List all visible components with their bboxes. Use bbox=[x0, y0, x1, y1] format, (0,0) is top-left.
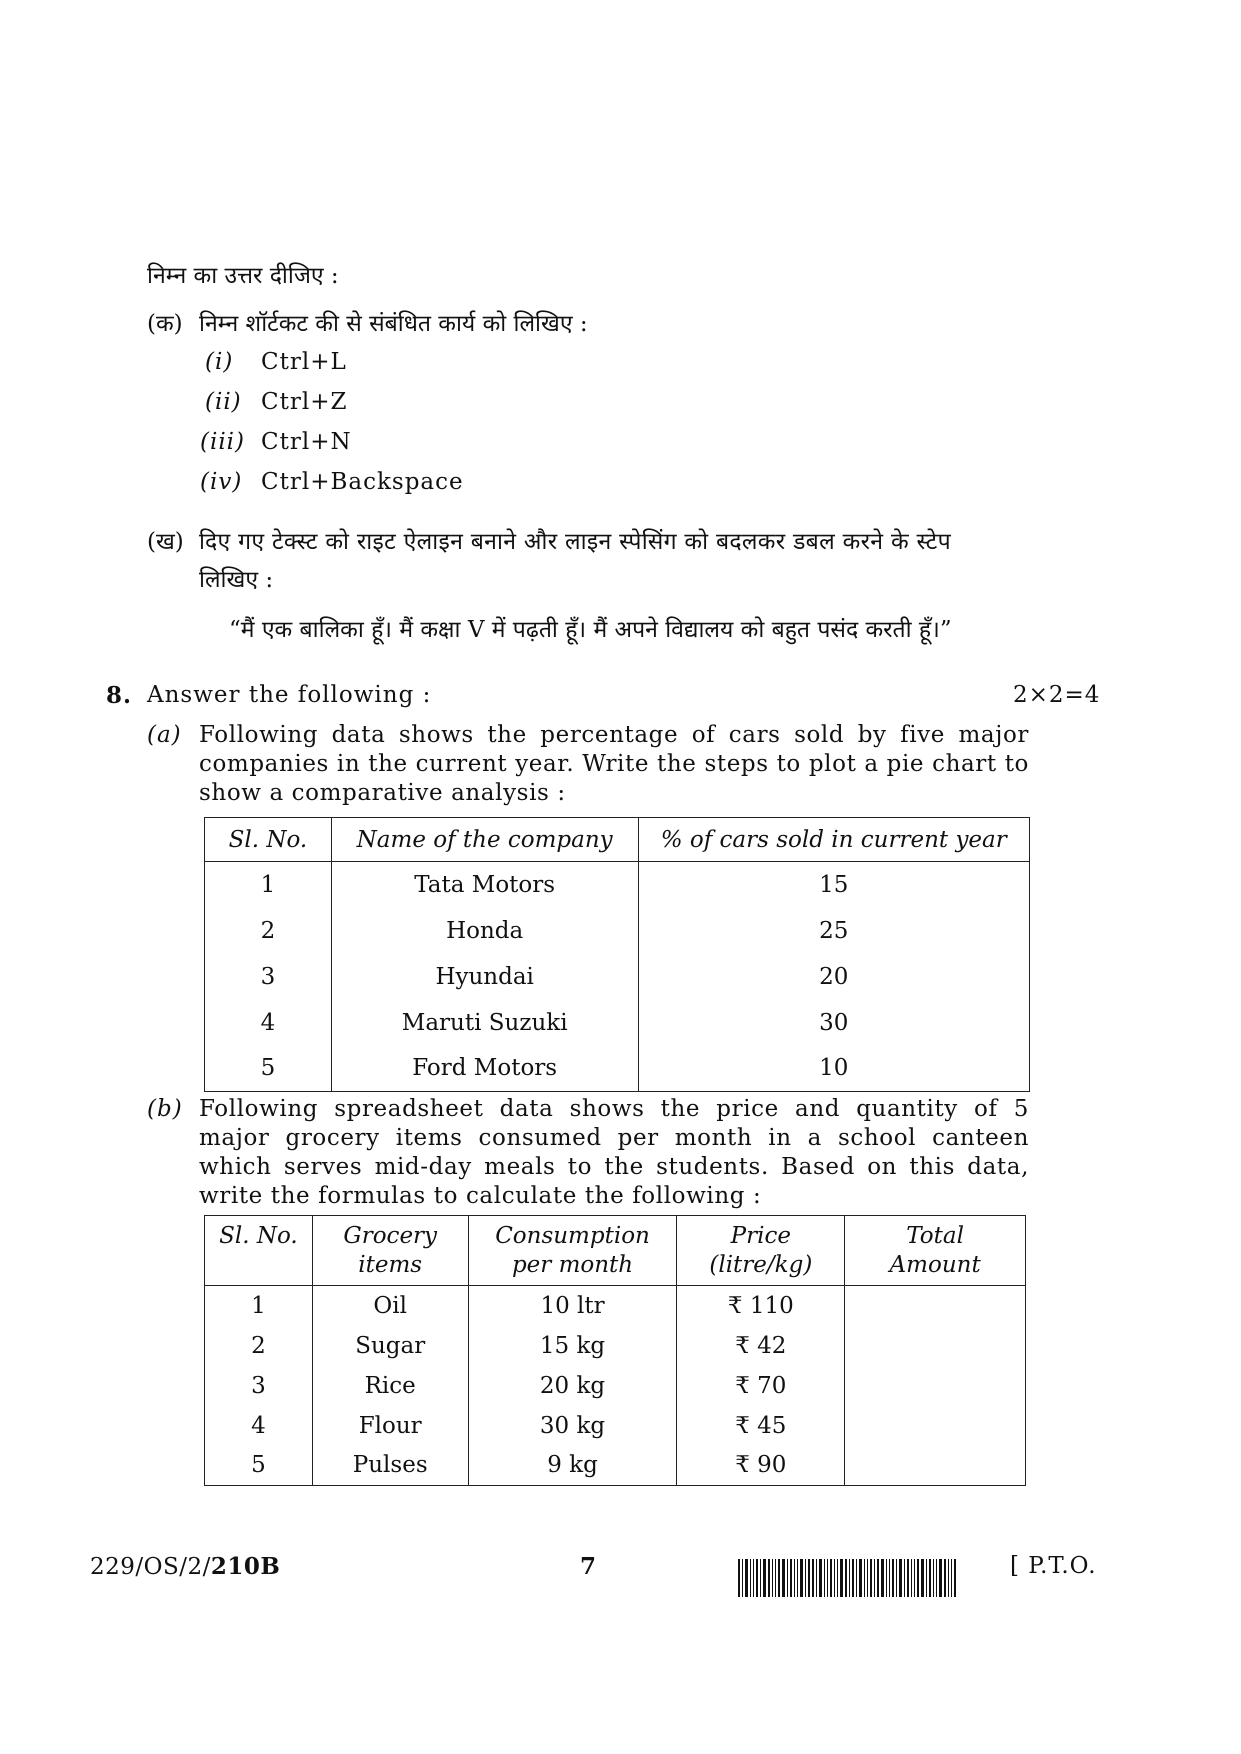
table-header: Name of the company bbox=[331, 818, 638, 862]
list-item-number: (iii) bbox=[200, 429, 246, 455]
table-row bbox=[205, 1326, 1026, 1366]
table-cell: 4 bbox=[205, 1406, 313, 1446]
list-item bbox=[200, 429, 352, 455]
list-item-text: Ctrl+Backspace bbox=[261, 469, 464, 495]
barcode-bar bbox=[816, 1559, 817, 1597]
table-header-line: items bbox=[358, 1252, 423, 1278]
table-header-line: Consumption bbox=[495, 1223, 650, 1249]
barcode-bar bbox=[819, 1559, 822, 1597]
barcode-bar bbox=[944, 1559, 946, 1597]
table-cell: Pulses bbox=[312, 1446, 468, 1486]
barcode-bar bbox=[954, 1559, 956, 1597]
part-a-text: Following data shows the percentage of cars sold by five major companies in the current year. Write the steps to plot a pie chart to show a comparative analysis : bbox=[199, 722, 1029, 806]
barcode-bar bbox=[911, 1559, 912, 1597]
table-header-line: Sl. No. bbox=[219, 1223, 298, 1249]
barcode-bar bbox=[856, 1559, 857, 1597]
paper-code-set: 210B bbox=[210, 1553, 281, 1580]
table-cell: 30 kg bbox=[468, 1406, 677, 1446]
barcode-bar bbox=[904, 1559, 905, 1597]
table-cell: 10 bbox=[638, 1046, 1030, 1092]
barcode-bar bbox=[899, 1559, 902, 1597]
table-cell: 3 bbox=[205, 1366, 313, 1406]
barcode-bar bbox=[914, 1559, 915, 1597]
table-cell bbox=[845, 1446, 1026, 1486]
table-header bbox=[312, 1216, 468, 1286]
table-cell: Hyundai bbox=[331, 954, 638, 1000]
barcode-bar bbox=[782, 1559, 785, 1597]
table-header bbox=[205, 1216, 313, 1286]
barcode-bar bbox=[948, 1559, 949, 1597]
table-row bbox=[205, 954, 1030, 1000]
barcode-bar bbox=[896, 1559, 897, 1597]
barcode-bar bbox=[926, 1559, 927, 1597]
barcode-bar bbox=[768, 1559, 770, 1597]
barcode-bar bbox=[778, 1559, 780, 1597]
barcode-bar bbox=[797, 1559, 798, 1597]
barcode-bar bbox=[834, 1559, 835, 1597]
list-item-number: (iv) bbox=[200, 469, 243, 495]
table-header bbox=[845, 1216, 1026, 1286]
hindi-part-kh-line1: दिए गए टेक्स्ट को राइट ऐलाइन बनाने और लाइन स्पेसिंग को बदलकर डबल करने के स्टेप bbox=[199, 529, 952, 555]
table-cell bbox=[845, 1286, 1026, 1326]
barcode-bar bbox=[864, 1559, 865, 1597]
table-cell bbox=[845, 1366, 1026, 1406]
barcode-bar bbox=[881, 1559, 884, 1597]
hindi-part-kh-line2: लिखिए : bbox=[199, 567, 274, 593]
barcode-bar bbox=[867, 1559, 868, 1597]
barcode-bar bbox=[772, 1559, 773, 1597]
barcode-bar bbox=[800, 1559, 803, 1597]
table-cell: 1 bbox=[205, 862, 332, 908]
table-cell: ₹ 90 bbox=[677, 1446, 845, 1486]
table-cell: 15 kg bbox=[468, 1326, 677, 1366]
barcode-bar bbox=[877, 1559, 879, 1597]
barcode-bar bbox=[892, 1559, 894, 1597]
barcode-bar bbox=[812, 1559, 814, 1597]
list-item-text: Ctrl+Z bbox=[261, 389, 348, 415]
barcode-bar bbox=[936, 1559, 937, 1597]
table-cell: Tata Motors bbox=[331, 862, 638, 908]
barcode-bar bbox=[738, 1559, 740, 1597]
barcode-bar bbox=[750, 1559, 751, 1597]
table-header: Sl. No. bbox=[205, 818, 332, 862]
table-cell: 4 bbox=[205, 1000, 332, 1046]
table-cell: Ford Motors bbox=[331, 1046, 638, 1092]
barcode-bar bbox=[870, 1559, 872, 1597]
barcode-bar bbox=[742, 1559, 743, 1597]
table-row bbox=[205, 908, 1030, 954]
table-cell: Honda bbox=[331, 908, 638, 954]
table-cell: 5 bbox=[205, 1446, 313, 1486]
list-item-number: (ii) bbox=[205, 389, 242, 415]
table-cell: ₹ 45 bbox=[677, 1406, 845, 1446]
table-cell: 20 bbox=[638, 954, 1030, 1000]
question-text: Answer the following : bbox=[147, 682, 432, 708]
barcode-bar bbox=[917, 1559, 919, 1597]
table-header-line: Price bbox=[730, 1223, 791, 1249]
paper-code-prefix: 229/OS/2/ bbox=[90, 1554, 211, 1580]
barcode-bar bbox=[824, 1559, 825, 1597]
barcode-bar bbox=[805, 1559, 806, 1597]
table-header bbox=[468, 1216, 677, 1286]
table-cell: ₹ 42 bbox=[677, 1326, 845, 1366]
barcode-bar bbox=[929, 1559, 931, 1597]
list-item bbox=[205, 349, 347, 375]
table-cell bbox=[845, 1326, 1026, 1366]
cars-sold-table bbox=[204, 817, 1030, 1092]
barcode-bar bbox=[787, 1559, 788, 1597]
barcode-bar bbox=[951, 1559, 952, 1597]
table-row bbox=[205, 1366, 1026, 1406]
table-cell: ₹ 70 bbox=[677, 1366, 845, 1406]
part-b-text: Following spreadsheet data shows the price and quantity of 5 major grocery items consumed per month in a school canteen which serves mid-day meals to the students. Based on this data, write the formulas to calculate the following : bbox=[199, 1096, 1029, 1209]
hindi-quote: “मैं एक बालिका हूँ। मैं कक्षा V में पढ़ती हूँ। मैं अपने विद्यालय को बहुत पसंद करती हूँ।” bbox=[229, 617, 952, 643]
barcode-bar bbox=[756, 1559, 758, 1597]
barcode-bar bbox=[763, 1559, 766, 1597]
table-cell: Rice bbox=[312, 1366, 468, 1406]
table-header-line: per month bbox=[511, 1252, 634, 1278]
list-item bbox=[205, 389, 347, 415]
hindi-intro: निम्न का उत्तर दीजिए : bbox=[147, 263, 339, 289]
table-cell: 10 ltr bbox=[468, 1286, 677, 1326]
table-cell bbox=[845, 1406, 1026, 1446]
table-cell: Maruti Suzuki bbox=[331, 1000, 638, 1046]
table-cell: 2 bbox=[205, 1326, 313, 1366]
table-cell: 15 bbox=[638, 862, 1030, 908]
hindi-part-k-text: निम्न शॉर्टकट की से संबंधित कार्य को लिखिए : bbox=[199, 311, 588, 337]
barcode-bar bbox=[840, 1559, 843, 1597]
grocery-table bbox=[204, 1215, 1026, 1486]
list-item bbox=[200, 469, 464, 495]
barcode-bar bbox=[830, 1559, 832, 1597]
barcode-bar bbox=[859, 1559, 862, 1597]
barcode-bar bbox=[889, 1559, 890, 1597]
table-header: % of cars sold in current year bbox=[638, 818, 1030, 862]
table-cell: 3 bbox=[205, 954, 332, 1000]
list-item-text: Ctrl+L bbox=[261, 349, 347, 375]
table-cell: 30 bbox=[638, 1000, 1030, 1046]
barcode-bar bbox=[753, 1559, 754, 1597]
barcode-bar bbox=[886, 1559, 887, 1597]
table-row bbox=[205, 1446, 1026, 1486]
table-row bbox=[205, 1000, 1030, 1046]
table-row bbox=[205, 1046, 1030, 1092]
part-a-marker: (a) bbox=[147, 722, 182, 748]
barcode-bar bbox=[852, 1559, 854, 1597]
table-cell: 25 bbox=[638, 908, 1030, 954]
table-row bbox=[205, 1286, 1026, 1326]
barcode-bar bbox=[939, 1559, 942, 1597]
barcode-icon bbox=[738, 1559, 1000, 1597]
table-cell: ₹ 110 bbox=[677, 1286, 845, 1326]
list-item-number: (i) bbox=[205, 349, 234, 375]
table-cell: Sugar bbox=[312, 1326, 468, 1366]
barcode-bar bbox=[845, 1559, 847, 1597]
list-item-text: Ctrl+N bbox=[261, 429, 352, 455]
table-cell: Flour bbox=[312, 1406, 468, 1446]
question-marks: 2×2=4 bbox=[1013, 682, 1101, 708]
table-header-line: (litre/kg) bbox=[709, 1252, 813, 1278]
barcode-bar bbox=[808, 1559, 810, 1597]
barcode-bar bbox=[933, 1559, 934, 1597]
barcode-bar bbox=[745, 1559, 748, 1597]
barcode-bar bbox=[874, 1559, 875, 1597]
table-row bbox=[205, 862, 1030, 908]
table-cell: 20 kg bbox=[468, 1366, 677, 1406]
barcode-bar bbox=[837, 1559, 838, 1597]
table-row bbox=[205, 1406, 1026, 1446]
barcode-bar bbox=[775, 1559, 776, 1597]
table-header bbox=[677, 1216, 845, 1286]
part-b-marker: (b) bbox=[147, 1096, 183, 1122]
table-header-line: Total bbox=[906, 1223, 964, 1249]
table-cell: 1 bbox=[205, 1286, 313, 1326]
barcode-bar bbox=[794, 1559, 795, 1597]
barcode-bar bbox=[760, 1559, 761, 1597]
barcode-bar bbox=[907, 1559, 909, 1597]
table-header-line: Amount bbox=[889, 1252, 981, 1278]
barcode-bar bbox=[921, 1559, 924, 1597]
table-header-line: Grocery bbox=[343, 1223, 438, 1249]
paper-code bbox=[90, 1553, 280, 1580]
page-number: 7 bbox=[580, 1553, 598, 1580]
table-cell: 5 bbox=[205, 1046, 332, 1092]
table-cell: 9 kg bbox=[468, 1446, 677, 1486]
table-cell: 2 bbox=[205, 908, 332, 954]
hindi-part-k-marker: (क) bbox=[147, 311, 183, 337]
hindi-part-kh-marker: (ख) bbox=[147, 529, 184, 555]
pto-label: [ P.T.O. bbox=[1010, 1553, 1097, 1579]
table-cell: Oil bbox=[312, 1286, 468, 1326]
barcode-bar bbox=[849, 1559, 850, 1597]
question-number: 8. bbox=[106, 682, 133, 709]
barcode-bar bbox=[790, 1559, 792, 1597]
barcode-bar bbox=[827, 1559, 828, 1597]
